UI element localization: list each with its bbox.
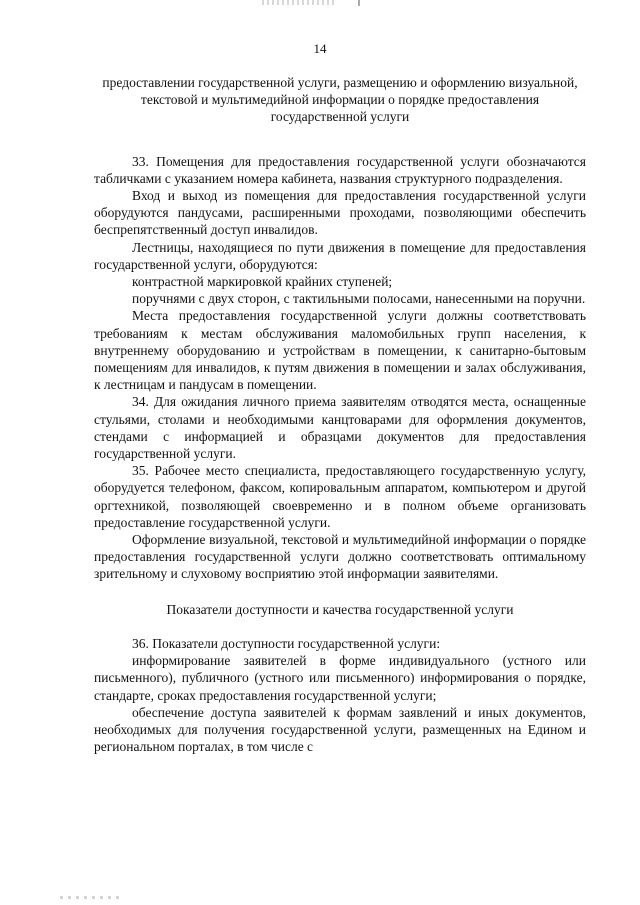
- paragraph-entrance: Вход и выход из помещения для предоставления государственной услуги оборудуются пандусами, расширенными проходами, позволяющими обеспечить беспрепятственный доступ инвалидов.: [94, 188, 586, 238]
- document-body: [94, 74, 586, 755]
- paragraph-stairs: Лестницы, находящиеся по пути движения в помещение для предоставления государственной услуги, оборудуются:: [94, 239, 586, 272]
- scan-artifact-dot: [358, 0, 360, 6]
- paragraph-service-places: Места предоставления государственной услуги должны соответствовать требованиям к местам обслуживания маломобильных групп населения, к внутреннему оборудованию и устройствам в помещении, к санитарно-бытовым помещениям для инвалидов, к путям движения в помещении и залах обслуживания, к лестницам и пандусам в помещении.: [94, 308, 586, 393]
- paragraph-informing: информирование заявителей в форме индивидуального (устного или письменного), публичного (устного или письменного) информирования о порядке, стандарте, сроках предоставления государственной услуги;: [94, 653, 586, 703]
- scan-artifact-bottom: [60, 896, 120, 899]
- page-number: 14: [313, 41, 327, 56]
- paragraph-access-forms: обеспечение доступа заявителей к формам заявлений и иных документов, необходимых для получения государственной услуги, размещенных на Едином и региональном порталах, в том числе с: [94, 704, 586, 755]
- paragraph-stairs-marking: контрастной маркировкой крайних ступеней;: [132, 274, 393, 290]
- paragraph-35: 35. Рабочее место специалиста, предоставляющего государственную услугу, оборудуется телефоном, факсом, копировальным аппаратом, компьютером и другой оргтехникой, позволяющей своевременно и в полном объеме организовать предоставление государственной услуги.: [94, 463, 586, 530]
- paragraph-34: 34. Для ожидания личного приема заявителям отводятся места, оснащенные стульями, столами и необходимыми канцтоварами для оформления документов, стендами с информацией и образцами документов для предоставления государственной услуги.: [94, 394, 586, 462]
- section-heading-continued: предоставлении государственной услуги, размещению и оформлению визуальной, текстовой и мультимедийной информации о порядке предоставления государственной услуги: [102, 75, 578, 125]
- scan-artifact-top: [262, 0, 334, 5]
- paragraph-stairs-handrails: поручнями с двух сторон, с тактильными полосами, нанесенными на поручни.: [132, 291, 586, 307]
- paragraph-information-design: Оформление визуальной, текстовой и мультимедийной информации о порядке предоставления государственной услуги должно соответствовать оптимальному зрительному и слуховому восприятию этой информации заявителями.: [94, 532, 586, 582]
- section-heading-indicators: Показатели доступности и качества государственной услуги: [166, 601, 514, 617]
- paragraph-33: 33. Помещения для предоставления государственной услуги обозначаются табличками с указанием номера кабинета, названия структурного подразделения.: [94, 153, 586, 186]
- paragraph-36: 36. Показатели доступности государственной услуги:: [132, 635, 441, 651]
